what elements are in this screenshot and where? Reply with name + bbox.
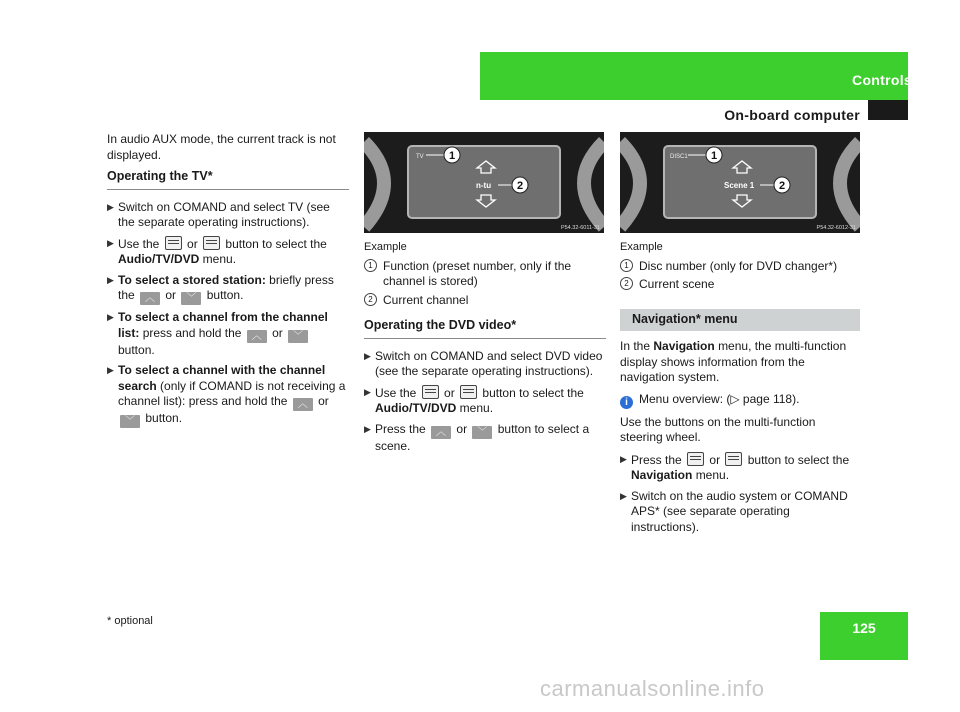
arrow-right-icon: ▶ [364,350,371,361]
fig1-code: P54.32-6011-31 [560,225,600,231]
fig2-label-2: Scene 1 [724,181,755,190]
watermark: carmanualsonline.info [540,676,765,701]
chapter-title: On-board computer [724,107,860,123]
chevron-up-icon: ︿ [293,398,313,411]
arrow-right-icon: ▶ [620,453,627,464]
arrow-right-icon: ▶ [107,201,114,212]
nav-info: i Menu overview: (▷ page 118). [620,392,860,409]
fig1-label-2: n-tu [476,181,492,190]
dvd-step-3: ▶ Press the ︿ or ﹀ button to select a scene. [364,421,590,453]
fig2-legend-1: 1 Disc number (only for DVD changer*) [620,259,860,275]
fig1-legend-1: 1 Function (preset number, only if the channel is stored) [364,259,606,290]
arrow-right-icon: ▶ [364,386,371,397]
tv-heading: Operating the TV* [107,169,349,190]
fig1-label-1: TV [416,154,424,160]
menu-button-icon [725,452,742,466]
fig1-callout-1: 1 [448,150,456,162]
menu-button-icon [460,385,477,399]
chevron-up-icon: ︿ [140,292,160,305]
fig2-legend-2: 2 Current scene [620,277,860,293]
footnote: * optional [107,615,153,627]
menu-button-icon [165,236,182,250]
fig2-caption: Example [620,241,663,253]
chevron-down-icon: ﹀ [181,292,201,305]
chevron-down-icon: ﹀ [472,426,492,439]
header-marker [868,100,908,120]
fig2-code: P54.32-6012-31 [816,225,856,231]
dvd-heading: Operating the DVD video* [364,318,606,339]
column-2 [364,240,606,459]
fig1-legend-2: 2 Current channel [364,293,606,309]
tv-display-figure [364,132,604,233]
tv-step-4: ▶ To select a channel from the channel list: press and hold the ︿ or ﹀ button. [107,310,328,357]
dvd-display-figure [620,132,860,233]
dvd-step-1: ▶ Switch on COMAND and select DVD video (see the separate operating instructions). [364,348,603,378]
fig2-callout-2: 2 [778,180,786,192]
arrow-right-icon: ▶ [620,490,627,501]
nav-step-2: ▶ Switch on the audio system or COMAND APS* (see separate operating instructions). [620,488,848,534]
section-title: Controls [852,72,912,88]
column-1 [107,132,349,433]
navigation-menu-band: Navigation* menu [620,309,860,332]
nav-intro: In the Navigation menu, the multi-function display shows information from the navigation system. [620,339,847,384]
nav-steering-note: Use the buttons on the multi-function steering wheel. [620,414,816,444]
info-icon: i [620,396,633,409]
fig2-label-1: DISC1 [670,154,688,160]
nav-step-1: ▶ Press the or button to select the Navigation menu. [620,452,850,482]
tv-step-1: ▶ Switch on COMAND and select TV (see the separate operating instructions). [107,199,330,229]
page-number: 125 [852,620,876,636]
arrow-right-icon: ▶ [107,237,114,248]
fig1-callout-2: 2 [516,180,524,192]
fig1-caption: Example [364,241,407,253]
tv-step-5: ▶ To select a channel with the channel search (only if COMAND is not receiving a channel list): press and hold the ︿ or ﹀ button. [107,363,346,427]
chevron-up-icon: ︿ [431,426,451,439]
section-tab [480,52,908,100]
menu-button-icon [203,236,220,250]
menu-button-icon [422,385,439,399]
aux-note: In audio AUX mode, the current track is not displayed. [107,132,336,162]
fig2-callout-1: 1 [710,150,718,162]
column-3 [620,240,860,540]
chevron-down-icon: ﹀ [288,330,308,343]
menu-button-icon [687,452,704,466]
arrow-right-icon: ▶ [107,274,114,285]
dvd-step-2: ▶ Use the or button to select the Audio/TV/DVD menu. [364,385,584,415]
tv-step-3: ▶ To select a stored station: briefly press the ︿ or ﹀ button. [107,272,334,304]
chevron-down-icon: ﹀ [120,415,140,428]
tv-step-2: ▶ Use the or button to select the Audio/TV/DVD menu. [107,236,327,266]
arrow-right-icon: ▶ [107,365,114,375]
arrow-right-icon: ▶ [364,423,371,434]
chevron-up-icon: ︿ [247,330,267,343]
arrow-right-icon: ▶ [107,312,114,322]
